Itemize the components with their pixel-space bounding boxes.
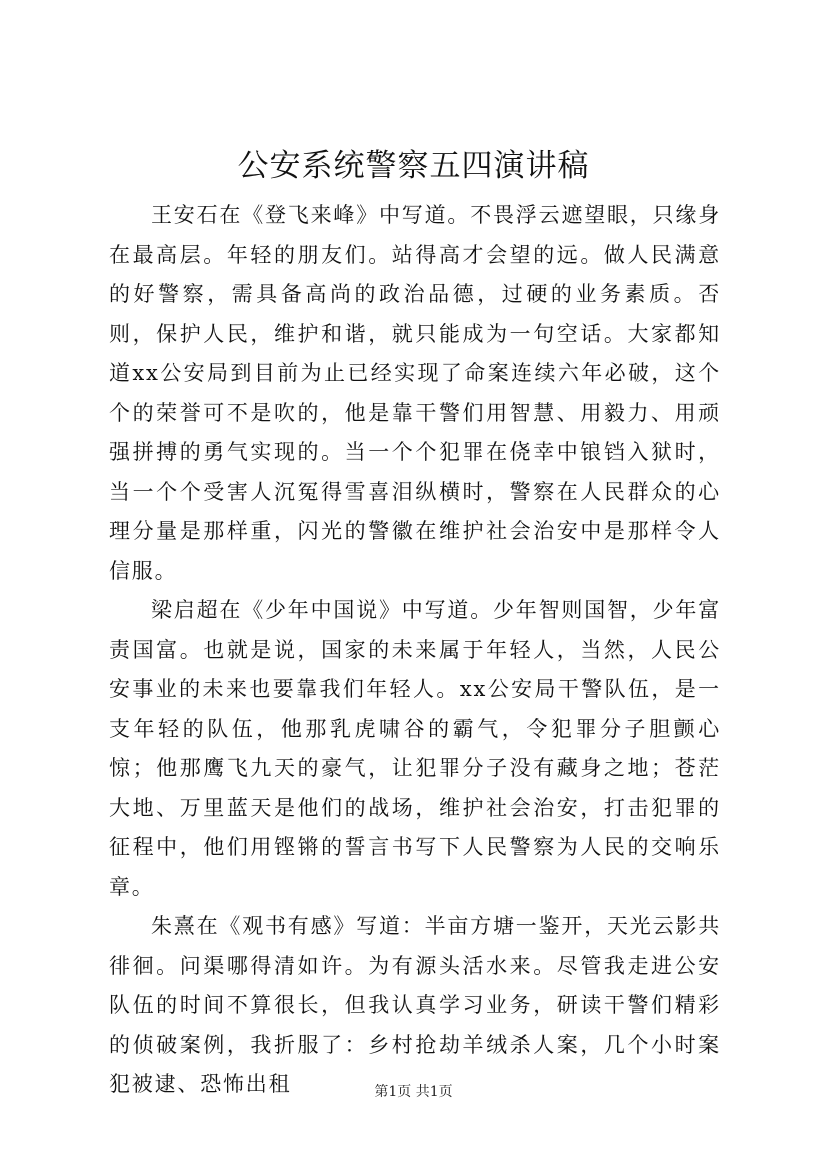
document-body [109, 196, 721, 1105]
page-footer: 第1页 共1页 [374, 1084, 453, 1100]
paragraph: 王安石在《登飞来峰》中写道。不畏浮云遮望眼，只缘身在最高层。年轻的朋友们。站得高才会望的远。做人民满意的好警察，需具备高尚的政治品德，过硬的业务素质。否则，保护人民，维护和谐，就只能成为一句空话。大家都知道xx公安局到目前为止已经实现了命案连续六年必破，这个个的荣誉可不是吹的，他是靠干警们用智慧、用毅力、用顽强拼搏的勇气实现的。当一个个犯罪在侥幸中锒铛入狱时，当一个个受害人沉冤得雪喜泪纵横时，警察在人民群众的心理分量是那样重，闪光的警徽在维护社会治安中是那样令人信服。 [109, 203, 721, 583]
document-title: 公安系统警察五四演讲稿 [237, 148, 590, 184]
paragraph: 朱熹在《观书有感》写道：半亩方塘一鉴开，天光云影共徘徊。问渠哪得清如许。为有源头活水来。尽管我走进公安队伍的时间不算很长，但我认真学习业务，研读干警们精彩的侦破案例，我折服了：乡村抢劫羊绒杀人案，几个小时案犯被逮、恐怖出租 [109, 914, 721, 1096]
paragraph: 梁启超在《少年中国说》中写道。少年智则国智，少年富责国富。也就是说，国家的未来属于年轻人，当然，人民公安事业的未来也要靠我们年轻人。xx公安局干警队伍，是一支年轻的队伍，他那乳虎啸谷的霸气，令犯罪分子胆颤心惊；他那鹰飞九天的豪气，让犯罪分子没有藏身之地；苍茫大地、万里蓝天是他们的战场，维护社会治安，打击犯罪的征程中，他们用铿锵的誓言书写下人民警察为人民的交响乐章。 [109, 598, 721, 899]
